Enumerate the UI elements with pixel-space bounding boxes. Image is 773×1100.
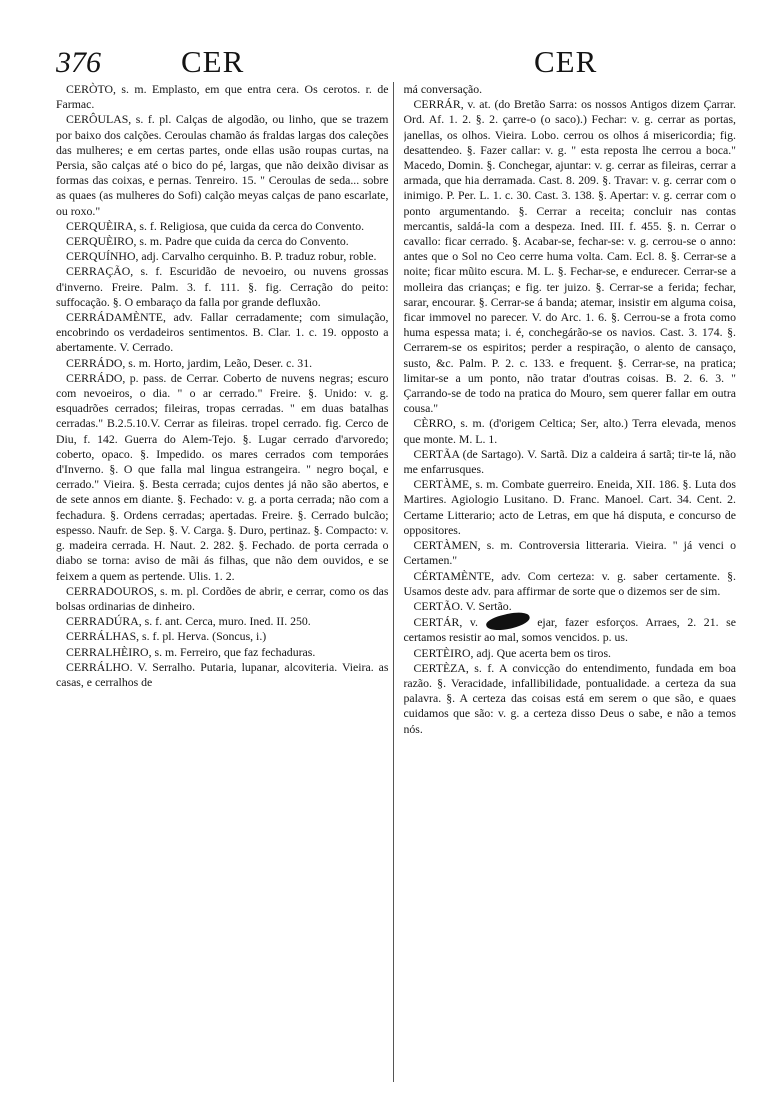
entry-cerqueira: CERQUÈIRA, s. f. Religiosa, que cuida da cerca do Convento. [66, 218, 365, 233]
entry-certeiro: CERTÈIRO, adj. Que acerta bem os tiros. [413, 645, 611, 660]
left-column [56, 82, 394, 1082]
entry-ceroulas: CERÔULAS, s. f. pl. Calças de algodão, ou linho, que se trazem por baixo dos calções. Ceroulas chamão ás fraldas largas dos caleções das mulheres; e em certas partes, onde ellas usão roupas curtas, na Persia, são calças até o bico do pé, largas, que não deixão divisar as formas das coixas, e pernas. Tenreiro. 15. " Ceroulas de seda... sobre as quaes (as mulheres do Sofi) calção meyas calças de pano escarlate, ou roxo." [56, 112, 389, 218]
entry-ceroto: CERÒTO, s. m. Emplasto, em que entra cera. Os cerotos. r. de Farmac. [56, 82, 389, 112]
entry-cerrado-noun: CERRÁDO, s. m. Horto, jardim, Leão, Deser. c. 31. [66, 355, 313, 370]
entry-cerradamente: CERRÁDAMÈNTE, adv. Fallar cerradamente; com simulação, encobrindo os verdadeiros sentimentos. B. Clar. 1. c. 19. opposto a abertamente. V. Cerrado. [56, 310, 389, 355]
running-head-left: CER [181, 44, 245, 79]
entry-certeza: CERTÈZA, s. f. A convicção do entendimento, fundada em boa razão. §. Veracidade, infallibilidade, pontualidade. a certeza da sua palavra. §. A certeza das coisas está em serem o que são, e quaes cuidamos que são: v. g. a certeza disso Deus o sabe, e não a temos nós. [403, 660, 736, 736]
entry-cerrar: CERRÁR, v. at. (do Bretão Sarra: os nossos Antigos dizem Çarrar. Ord. Af. 1. 2. §. 2. çarre-o (o saco).) Fechar: v. g. cerrar as portas, janellas, os olhos. Vieira. Lobo. cerrou os olhos á misericordia; fig. desattendeo. §. Fazer callar: v. g. " esta reposta lhe cerrou a boca." Macedo, Domin. §. Conchegar, ajuntar: v. g. cerrar as fileiras, cerrar a armada, que hia derramada. Cast. 8. 209. §. Travar: v. g. cerrar com o inimigo. P. Per. L. 1. c. 30. Cast. 3. 138. §. Apertar: v. g. cerrar com o ponto argumentando. §. Cerrar a receita; concluir nas contas mercantis, saldá-la com a despeza. Ined. III. f. 455. §. n. Cerrar o cavallo: ficar cerrado. §. Acabar-se, fechar-se: v. g. cerrou-se o anno: antes que o Sol no Ceo cerre huma volta. Cam. Ecl. 8. §. Cerrar-se a noite; ficar mũito escura. M. L. §. Fechar-se, e endurecer. Cerrar-se a molleira das crianças; e fig. ter juizo. §. Cerrar-se a ferida; fechar, sarar, encourar. §. Cerrar-se á banda; atemar, insistir em alguma coisa, ficar immovel no parecer. V. do Arc. 1. 6. §. Cerrou-se a frota como huma espessa mata; i. é, conchegárão-se os navios. Cast. 3. 174. §. Cerrarem-se os espiritos; perder a respiração, o alento de cansaço, susto, &c. Palm. P. 2. c. 133. e frequent. §. Cerrar-se, na pratica; limitar-se a um ponto, não tratar d'outras coisas. B. 2. 6. 3. " Çarrando-se de todo na pratica do Mouro, sem querer fallar em outra cousa." [403, 97, 736, 416]
entry-cerracao: CERRAÇÃO, s. f. Escuridão de nevoeiro, ou nuvens grossas d'inverno. Freire. Palm. 3. f. 111. §. fig. Cerração do peito: suffocação. §. O embaraço da falla por grande defluxão. [56, 264, 389, 309]
entry-cerradouros: CERRADOUROS, s. m. pl. Cordões de abrir, e cerrar, como os das bolsas ordinarias de dinheiro. [56, 583, 389, 613]
entry-certame: CERTÀME, s. m. Combate guerreiro. Eneida, XII. 186. §. Luta dos Martires. Agiologio Lusitano. D. Franc. Manoel. Cart. 34. Cent. 2. Certame Litterario; acto de Letras, em que há disputa, e concurso de oppositores. [403, 477, 736, 537]
entry-cerrado-participle: CERRÁDO, p. pass. de Cerrar. Coberto de nuvens negras; escuro com nevoeiros, o dia. " o ar cerrado." Freire. §. Unido: v. g. esquadrões cerrados; fileiras, tropas cerradas. " em duas batalhas cerradas." B.2.5.10.V. Cerrar as fileiras. tropel cerrado. fig. Cerco de Diu, f. 142. Guerra do Alem-Tejo. §. Lugar cerrado d'arvoredo; coberto, opaco. §. Impedido. os mares cerrados com temporáes d'Inverno. §. O que falla mal lingua estrangeira. " negro boçal, e cerrado." Vieira. §. Besta cerrada; cujos dentes já não são abertos, e de sete annos em diante. §. Fechado: v. g. a porta cerrada; não com a fechadura. §. Ordens cerradas; apertadas. Freire. §. Cerrado bulcão; espesso. Naufr. de Sep. §. V. Carga. §. Duro, pertinaz. §. Compacto: v. g. madeira cerrada. H. Naut. 2. 282. §. Fechado. de porta cerrada o diabo se torna: aviso de mãi ás filhas, que não dem ouvidos, e se feixem a quem as pertende. Ulis. 1. 2. [56, 370, 389, 583]
entry-cerradura: CERRADÚRA, s. f. ant. Cerca, muro. Ined. II. 250. [66, 614, 311, 629]
entry-cerralhas: CERRÁLHAS, s. f. pl. Herva. (Soncus, i.) [66, 629, 267, 644]
entry-certar-start: CERTÁR, v. [413, 615, 478, 630]
entry-cerro: CÈRRO, s. m. (d'origem Celtica; Ser, alto.) Terra elevada, menos que monte. M. L. 1. [403, 416, 736, 446]
running-head [56, 42, 733, 82]
entry-cerralheiro: CERRALHÈIRO, s. m. Ferreiro, que faz fechaduras. [66, 644, 316, 659]
right-column [404, 82, 737, 1082]
entry-certao: CERTÃO. V. Sertão. [413, 598, 512, 613]
entry-cerqueiro: CERQUÈIRO, s. m. Padre que cuida da cerca do Convento. [66, 234, 349, 249]
entry-continuation: má conversação. [403, 82, 483, 96]
entry-certar-rest: ejar, fazer esforços. Arraes, 2. 21. se certamos resistir ao mal, somos vencidos. p. us. [403, 615, 736, 645]
entry-certaa: CERTÃA (de Sartago). V. Sartã. Diz a caldeira á sartã; tir-te lá, não me enfarrusques. [403, 446, 736, 477]
entry-cerralho: CERRÁLHO. V. Serralho. Putaria, lupanar, alcoviteria. Vieira. as casas, e cerralhos de [56, 659, 389, 689]
running-head-right: CER [534, 44, 598, 79]
entry-certamente: CÉRTAMÈNTE, adv. Com certeza: v. g. saber certamente. §. Usamos deste adv. para affirmar de sorte que o dizemos ser de sim. [403, 568, 736, 598]
entry-certamen: CERTÀMEN, s. m. Controversia litteraria. Vieira. " já venci o Certamen." [403, 538, 736, 568]
text-columns [56, 82, 736, 1082]
page-number: 376 [56, 46, 101, 79]
entry-certar [404, 614, 737, 645]
entry-cerquinho: CERQUÍNHO, adj. Carvalho cerquinho. B. P. traduz robur, roble. [66, 249, 377, 264]
